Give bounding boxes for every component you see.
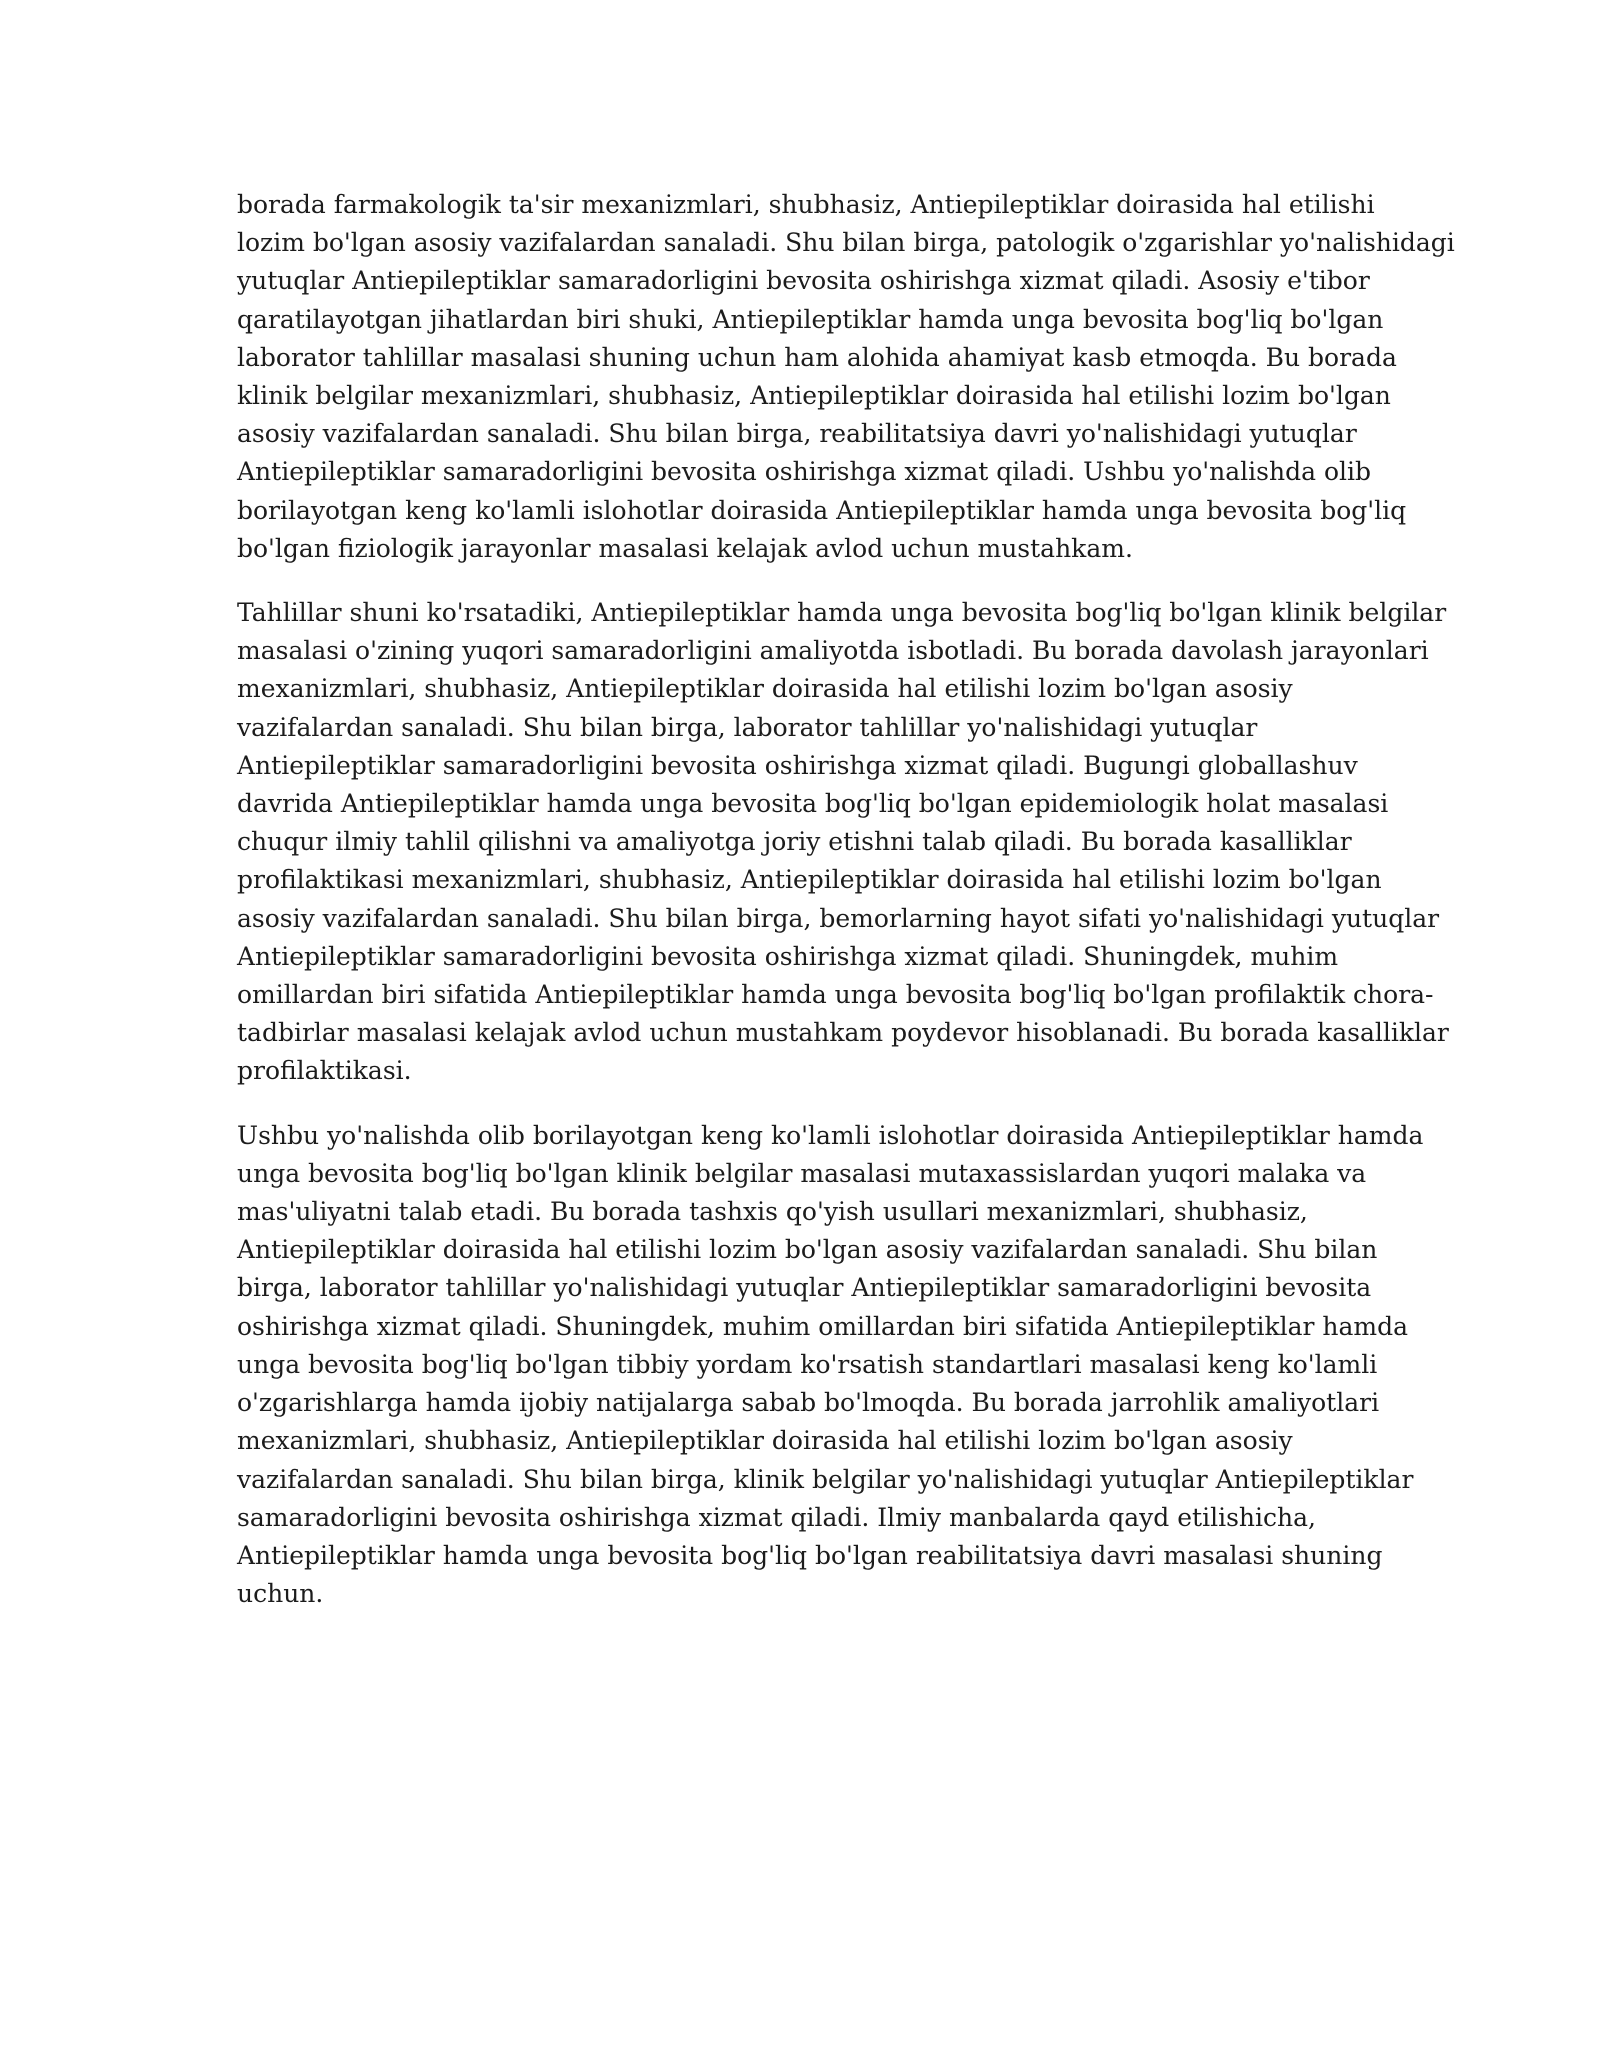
text-line: o'zgarishlarga hamda ijobiy natijalarga sabab bo'lmoqda. Bu borada jarrohlik amaliyotlari bbox=[237, 1388, 1380, 1418]
text-line: chuqur ilmiy tahlil qilishni va amaliyotga joriy etishni talab qiladi. Bu borada kasalliklar bbox=[237, 827, 1352, 857]
text-line: bo'lgan fiziologik jarayonlar masalasi kelajak avlod uchun mustahkam. bbox=[237, 533, 1133, 563]
text-line: borada farmakologik ta'sir mexanizmlari, shubhasiz, Antiepileptiklar doirasida hal etilishi bbox=[237, 190, 1375, 219]
text-line: masalasi o'zining yuqori samaradorligini amaliyotda isbotladi. Bu borada davolash jarayonlari bbox=[237, 636, 1429, 666]
text-line: mexanizmlari, shubhasiz, Antiepileptiklar doirasida hal etilishi lozim bo'lgan asosiy bbox=[237, 1426, 1293, 1456]
paragraph bbox=[237, 1117, 1424, 1614]
text-line: davrida Antiepileptiklar hamda unga bevosita bog'liq bo'lgan epidemiologik holat masalasi bbox=[237, 789, 1389, 819]
text-line: profilaktikasi. bbox=[237, 1056, 412, 1086]
text-line: samaradorligini bevosita oshirishga xizmat qiladi. Ilmiy manbalarda qayd etilishicha, bbox=[237, 1502, 1316, 1532]
text-line: tadbirlar masalasi kelajak avlod uchun mustahkam poydevor hisoblanadi. Bu borada kasalliklar bbox=[237, 1018, 1449, 1048]
text-line: birga, laborator tahlillar yo'nalishidagi yutuqlar Antiepileptiklar samaradorligini bevosita bbox=[237, 1273, 1372, 1303]
text-line: Antiepileptiklar hamda unga bevosita bog'liq bo'lgan reabilitatsiya davri masalasi shuning bbox=[237, 1540, 1383, 1570]
text-line: oshirishga xizmat qiladi. Shuningdek, muhim omillardan biri sifatida Antiepileptiklar hamda bbox=[237, 1311, 1409, 1341]
document-body bbox=[237, 186, 1455, 1639]
text-line: Antiepileptiklar samaradorligini bevosita oshirishga xizmat qiladi. Shuningdek, muhim bbox=[237, 941, 1339, 971]
text-line: Tahlillar shuni ko'rsatadiki, Antiepileptiklar hamda unga bevosita bog'liq bo'lgan klinik belgilar bbox=[237, 598, 1447, 628]
text-line: unga bevosita bog'liq bo'lgan tibbiy yordam ko'rsatish standartlari masalasi keng ko'lamli bbox=[237, 1349, 1378, 1379]
text-line: omillardan biri sifatida Antiepileptiklar hamda unga bevosita bog'liq bo'lgan profilaktik chora- bbox=[237, 980, 1434, 1010]
text-line: Antiepileptiklar samaradorligini bevosita oshirishga xizmat qiladi. Bugungi globallashuv bbox=[237, 750, 1358, 780]
text-line: lozim bo'lgan asosiy vazifalardan sanaladi. Shu bilan birga, patologik o'zgarishlar yo'nalishidagi bbox=[237, 228, 1455, 258]
text-line: asosiy vazifalardan sanaladi. Shu bilan birga, bemorlarning hayot sifati yo'nalishidagi yutuqlar bbox=[237, 903, 1440, 933]
paragraph bbox=[237, 594, 1449, 1091]
text-line: Ushbu yo'nalishda olib borilayotgan keng ko'lamli islohotlar doirasida Antiepileptiklar hamda bbox=[237, 1120, 1424, 1150]
text-line: klinik belgilar mexanizmlari, shubhasiz, Antiepileptiklar doirasida hal etilishi lozim bo'lgan bbox=[237, 381, 1391, 411]
text-line: asosiy vazifalardan sanaladi. Shu bilan birga, reabilitatsiya davri yo'nalishidagi yutuqlar bbox=[237, 419, 1357, 449]
text-line: laborator tahlillar masalasi shuning uchun ham alohida ahamiyat kasb etmoqda. Bu borada bbox=[237, 342, 1397, 372]
text-line: unga bevosita bog'liq bo'lgan klinik belgilar masalasi mutaxassislardan yuqori malaka va bbox=[237, 1158, 1367, 1188]
text-line: vazifalardan sanaladi. Shu bilan birga, klinik belgilar yo'nalishidagi yutuqlar Antiepileptiklar bbox=[237, 1464, 1414, 1494]
text-line: profilaktikasi mexanizmlari, shubhasiz, Antiepileptiklar doirasida hal etilishi lozim bo'lgan bbox=[237, 865, 1382, 895]
paragraph bbox=[237, 186, 1455, 568]
text-line: yutuqlar Antiepileptiklar samaradorligini bevosita oshirishga xizmat qiladi. Asosiy e'tibor bbox=[237, 266, 1370, 296]
text-line: Antiepileptiklar samaradorligini bevosita oshirishga xizmat qiladi. Ushbu yo'nalishda olib bbox=[237, 457, 1372, 487]
text-line: qaratilayotgan jihatlardan biri shuki, Antiepileptiklar hamda unga bevosita bog'liq bo'lgan bbox=[237, 304, 1384, 334]
text-line: mexanizmlari, shubhasiz, Antiepileptiklar doirasida hal etilishi lozim bo'lgan asosiy bbox=[237, 674, 1293, 704]
text-line: borilayotgan keng ko'lamli islohotlar doirasida Antiepileptiklar hamda unga bevosita bog'liq bbox=[237, 495, 1407, 525]
text-line: vazifalardan sanaladi. Shu bilan birga, laborator tahlillar yo'nalishidagi yutuqlar bbox=[237, 712, 1258, 742]
text-line: mas'uliyatni talab etadi. Bu borada tashxis qo'yish usullari mexanizmlari, shubhasiz, bbox=[237, 1197, 1308, 1227]
text-line: Antiepileptiklar doirasida hal etilishi lozim bo'lgan asosiy vazifalardan sanaladi. Shu bilan bbox=[237, 1235, 1378, 1265]
text-line: uchun. bbox=[237, 1579, 324, 1609]
